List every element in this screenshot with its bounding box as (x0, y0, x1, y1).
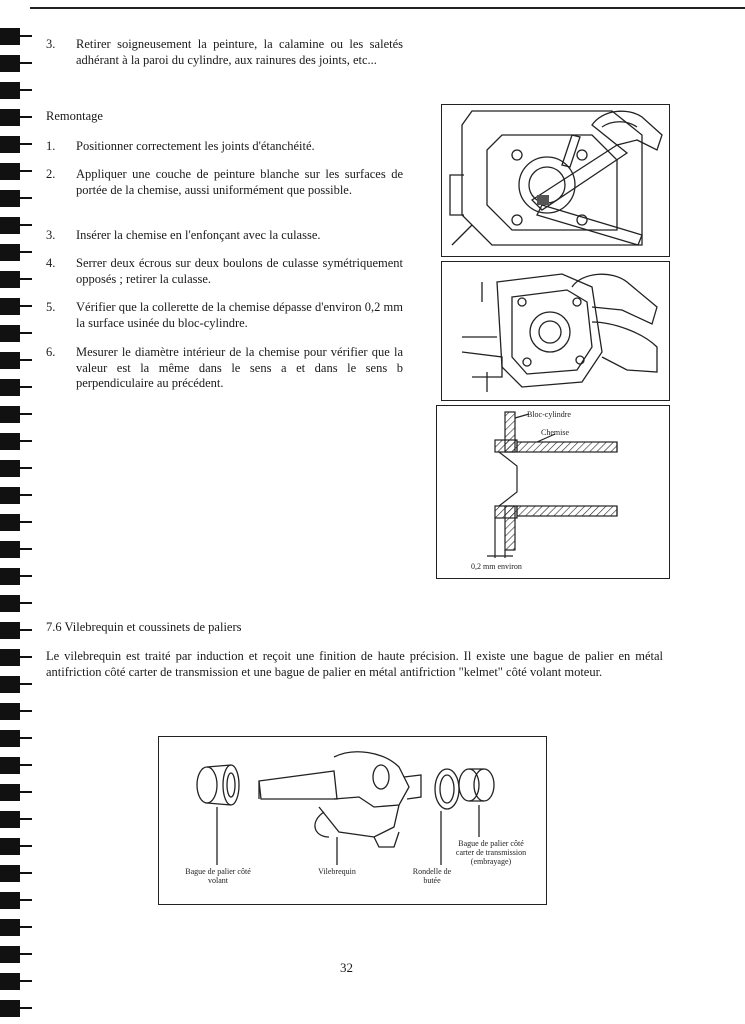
binder-tick (20, 305, 32, 307)
section-heading: 7.6 Vilebrequin et coussinets de paliers (46, 620, 242, 634)
binder-tick (20, 197, 32, 199)
liner-insertion-illustration (441, 104, 670, 257)
binder-hole (0, 865, 20, 882)
step-number: 3. (46, 228, 56, 242)
binder-hole (0, 919, 20, 936)
binder-tick (20, 143, 32, 145)
binder-tick (20, 116, 32, 118)
binder-hole (0, 28, 20, 45)
binder-edge (0, 0, 30, 1024)
binder-hole (0, 595, 20, 612)
binder-tick (20, 467, 32, 469)
binder-tick (20, 818, 32, 820)
binder-hole (0, 811, 20, 828)
binder-hole (0, 136, 20, 153)
binder-tick (20, 629, 32, 631)
binder-hole (0, 676, 20, 693)
binder-tick (20, 926, 32, 928)
binder-tick (20, 737, 32, 739)
binder-hole (0, 622, 20, 639)
binder-hole (0, 460, 20, 477)
binder-hole (0, 568, 20, 585)
binder-hole (0, 325, 20, 342)
nut-tightening-illustration (441, 261, 670, 401)
step-text: Appliquer une couche de peinture blanche sur les surfaces de portée de la chemise, aussi uniformément que possible. (76, 167, 403, 197)
label-thrust-washer: Rondelle de butée (412, 867, 452, 885)
binder-hole (0, 163, 20, 180)
label-flywheel-bearing: Bague de palier côté volant (185, 867, 251, 885)
step-text: Positionner correctement les joints d'étanchéité. (76, 139, 315, 153)
step-number: 1. (46, 139, 56, 153)
binder-tick (20, 170, 32, 172)
binder-hole (0, 973, 20, 990)
binder-tick (20, 899, 32, 901)
binder-hole (0, 1000, 20, 1017)
step-number: 5. (46, 300, 56, 314)
binder-tick (20, 980, 32, 982)
binder-hole (0, 784, 20, 801)
binder-hole (0, 433, 20, 450)
binder-hole (0, 946, 20, 963)
binder-tick (20, 332, 32, 334)
prev-step-text: Retirer soigneusement la peinture, la calamine ou les saletés adhérant à la paroi du cylindre, aux rainures des joints, etc... (76, 37, 403, 67)
binder-tick (20, 359, 32, 361)
binder-tick (20, 575, 32, 577)
section-body: Le vilebrequin est traité par induction et reçoit une finition de haute précision. Il existe une bague de palier en métal antifriction côté carter de transmission et une bague de palier en métal antifriction "kelmet" côté volant moteur. (46, 649, 663, 679)
binder-tick (20, 386, 32, 388)
label-cylinder-block: Bloc-cylindre (527, 410, 571, 419)
binder-tick (20, 521, 32, 523)
binder-tick (20, 494, 32, 496)
binder-hole (0, 541, 20, 558)
binder-tick (20, 89, 32, 91)
label-liner: Chemise (541, 428, 569, 437)
binder-hole (0, 190, 20, 207)
binder-tick (20, 953, 32, 955)
binder-tick (20, 440, 32, 442)
binder-tick (20, 35, 32, 37)
label-transmission-bearing: Bague de palier côté carter de transmission (embrayage) (455, 839, 527, 866)
prev-step-number: 3. (46, 37, 56, 51)
binder-tick (20, 791, 32, 793)
liner-section-diagram (436, 405, 670, 579)
binder-hole (0, 649, 20, 666)
step-number: 2. (46, 167, 56, 181)
binder-hole (0, 271, 20, 288)
binder-hole (0, 217, 20, 234)
binder-tick (20, 413, 32, 415)
binder-hole (0, 730, 20, 747)
binder-tick (20, 278, 32, 280)
binder-tick (20, 656, 32, 658)
binder-hole (0, 352, 20, 369)
binder-hole (0, 514, 20, 531)
binder-hole (0, 703, 20, 720)
remontage-heading: Remontage (46, 109, 103, 123)
step-text: Vérifier que la collerette de la chemise dépasse d'environ 0,2 mm la surface usinée du bloc-cylindre. (76, 300, 403, 330)
binder-hole (0, 487, 20, 504)
step-text: Serrer deux écrous sur deux boulons de culasse symétriquement opposés ; retirer la culasse. (76, 256, 403, 286)
step-number: 6. (46, 345, 56, 359)
binder-hole (0, 109, 20, 126)
binder-hole (0, 379, 20, 396)
label-crankshaft: Vilebrequin (318, 867, 356, 876)
binder-tick (20, 224, 32, 226)
binder-hole (0, 838, 20, 855)
step-text: Mesurer le diamètre intérieur de la chemise pour vérifier que la valeur est la même dans le sens a et dans le sens b perpendiculaire au précédent. (76, 345, 403, 390)
binder-hole (0, 55, 20, 72)
binder-tick (20, 548, 32, 550)
page-number: 32 (340, 960, 353, 975)
crankshaft-components-diagram (158, 736, 547, 905)
binder-tick (20, 710, 32, 712)
binder-tick (20, 683, 32, 685)
label-dimension: 0,2 mm environ (471, 562, 522, 571)
top-rule (30, 7, 745, 9)
binder-tick (20, 602, 32, 604)
binder-tick (20, 251, 32, 253)
binder-tick (20, 1007, 32, 1009)
step-text: Insérer la chemise en l'enfonçant avec la culasse. (76, 228, 321, 242)
binder-tick (20, 872, 32, 874)
binder-hole (0, 892, 20, 909)
binder-tick (20, 845, 32, 847)
binder-tick (20, 62, 32, 64)
binder-hole (0, 82, 20, 99)
step-number: 4. (46, 256, 56, 270)
binder-hole (0, 406, 20, 423)
binder-hole (0, 757, 20, 774)
binder-hole (0, 298, 20, 315)
binder-hole (0, 244, 20, 261)
binder-tick (20, 764, 32, 766)
